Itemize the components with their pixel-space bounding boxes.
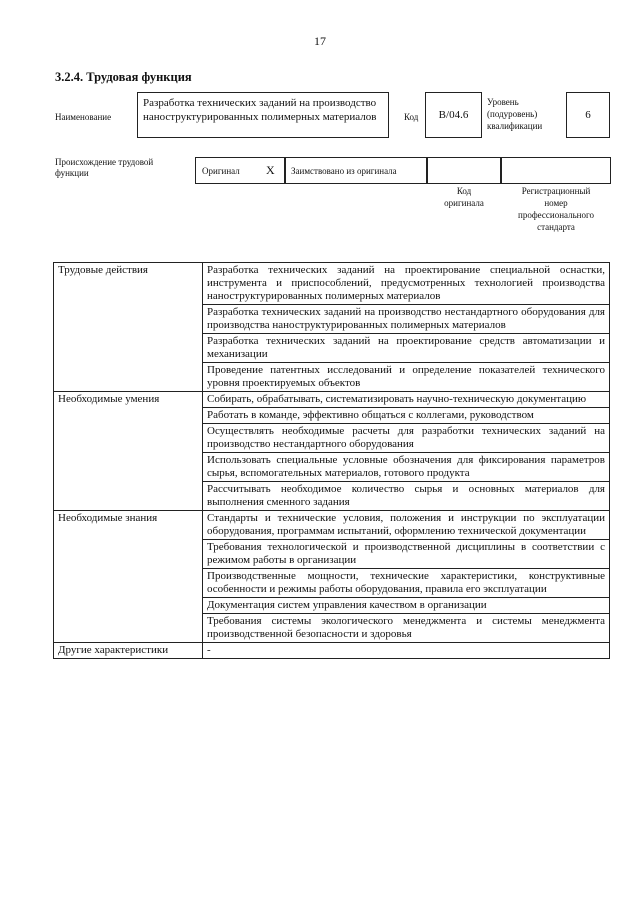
labor-action-item: Разработка технических заданий на производство нестандартного оборудования для производства наноструктурированных полимерных материалов	[203, 305, 610, 334]
original-cell	[195, 157, 285, 184]
function-name-box: Разработка технических заданий на производство наноструктурированных полимерных материалов	[137, 92, 389, 138]
table-row	[54, 392, 610, 408]
original-code-cell	[427, 157, 501, 184]
origin-label-line2: функции	[55, 168, 89, 178]
registration-number-cell	[501, 157, 611, 184]
code-caption-line2: оригинала	[444, 198, 484, 208]
original-code-caption	[427, 185, 501, 209]
knowledge-header: Необходимые знания	[54, 511, 203, 643]
qualification-level-value: 6	[566, 92, 610, 138]
labor-action-item: Проведение патентных исследований и определение показателей технического уровня проектируемых объектов	[203, 363, 610, 392]
knowledge-item: Стандарты и технические условия, положения и инструкции по эксплуатации оборудования, программам испытаний, оформлению технической документации	[203, 511, 610, 540]
table-row	[54, 643, 610, 659]
reg-caption-line2: номер	[544, 198, 568, 208]
original-mark: X	[266, 163, 275, 177]
borrowed-label: Заимствовано из оригинала	[291, 166, 397, 176]
skill-item: Использовать специальные условные обозначения для фиксирования параметров сырья, вспомогательных материалов, готового продукта	[203, 453, 610, 482]
reg-caption-line1: Регистрационный	[521, 186, 591, 196]
labor-actions-header: Трудовые действия	[54, 263, 203, 392]
code-value-box: B/04.6	[425, 92, 482, 138]
skill-item: Работать в команде, эффективно общаться с коллегами, руководством	[203, 408, 610, 424]
original-label: Оригинал	[202, 166, 240, 176]
origin-row	[195, 157, 611, 184]
name-label: Наименование	[55, 112, 112, 122]
level-label-line2: (подуровень)	[487, 109, 538, 119]
reg-caption-line4: стандарта	[537, 222, 575, 232]
skill-item: Осуществлять необходимые расчеты для разработки технических заданий на производство нестандартного оборудования	[203, 424, 610, 453]
registration-caption	[501, 185, 611, 233]
knowledge-item: Документация систем управления качеством в организации	[203, 598, 610, 614]
labor-action-item: Разработка технических заданий на проектирование специальной оснастки, инструмента и приспособлений, предусмотренных технологией производства наноструктурированных полимерных материалов	[203, 263, 610, 305]
origin-label-line1: Происхождение трудовой	[55, 157, 154, 167]
table-row	[54, 263, 610, 305]
section-title: 3.2.4. Трудовая функция	[55, 70, 192, 84]
knowledge-item: Требования технологической и производственной дисциплины в соответствии с режимом работы в организации	[203, 540, 610, 569]
page-number: 17	[314, 34, 326, 48]
code-caption-line1: Код	[456, 186, 472, 196]
qualification-level-label	[487, 96, 542, 132]
skills-header: Необходимые умения	[54, 392, 203, 511]
level-label-line1: Уровень	[487, 97, 519, 107]
table-row	[54, 511, 610, 540]
skill-item: Собирать, обрабатывать, систематизировать научно-техническую документацию	[203, 392, 610, 408]
skill-item: Рассчитывать необходимое количество сырья и основных материалов для выполнения сменного задания	[203, 482, 610, 511]
knowledge-item: Требования системы экологического менеджмента и системы менеджмента производственной безопасности и здоровья	[203, 614, 610, 643]
other-characteristics-header: Другие характеристики	[54, 643, 203, 659]
labor-function-table	[53, 262, 610, 659]
reg-caption-line3: профессионального	[518, 210, 594, 220]
origin-label	[55, 157, 195, 179]
code-label: Код	[404, 112, 419, 122]
other-characteristics-value: -	[203, 643, 610, 659]
level-label-line3: квалификации	[487, 121, 543, 131]
knowledge-item: Производственные мощности, технические характеристики, конструктивные особенности и режимы работы оборудования, правила его эксплуатации	[203, 569, 610, 598]
labor-action-item: Разработка технических заданий на проектирование средств автоматизации и механизации	[203, 334, 610, 363]
borrowed-cell	[285, 157, 427, 184]
